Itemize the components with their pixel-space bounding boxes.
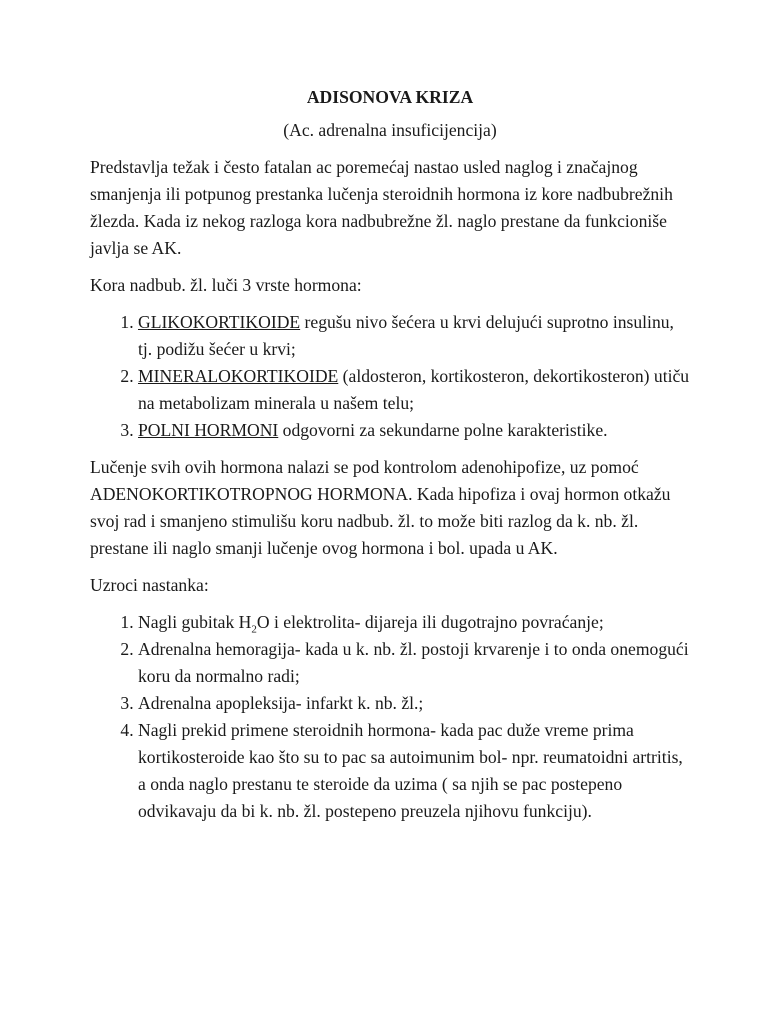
causes-heading: Uzroci nastanka: xyxy=(90,575,209,595)
document-page xyxy=(90,84,690,835)
list-item xyxy=(138,309,690,363)
hormone-term: GLIKOKORTIKOIDE xyxy=(138,312,301,332)
document-title: ADISONOVA KRIZA xyxy=(306,87,474,107)
list-item xyxy=(138,417,690,444)
hormones-list xyxy=(90,309,690,444)
hormone-term: MINERALOKORTIKOIDE xyxy=(138,366,339,386)
causes-list xyxy=(90,609,690,825)
list-item: 2. Adrenalna hemoragija- kada u k. nb. žl. postoji krvarenje i to onda onemogući koru da normalno radi; xyxy=(138,636,690,690)
list-item: 3. Adrenalna apopleksija- infarkt k. nb. žl.; xyxy=(138,690,690,717)
cause-text-start: Nagli gubitak H xyxy=(138,612,252,632)
cause-text-end: O i elektrolita- dijareja ili dugotrajno povraćanje; xyxy=(256,612,604,632)
document-subtitle: (Ac. adrenalna insuficijencija) xyxy=(283,120,497,140)
hormone-term: POLNI HORMONI xyxy=(138,420,279,440)
list-item: 4. Nagli prekid primene steroidnih hormona- kada pac duže vreme prima kortikosteroide kao što su to pac sa autoimunim bol- npr. reumatoidni artritis, a onda naglo prestanu te steroide da uzima ( sa njih se pac postepeno odvikavaju da bi k. nb. žl. postepeno preuzela njihovu funkciju). xyxy=(138,717,690,825)
intro-paragraph: Predstavlja težak i često fatalan ac poremećaj nastao usled naglog i značajnog smanjenja ili potpunog prestanka lučenja steroidnih hormona iz kore nadbubrežnih žlezda. Kada iz nekog razloga kora nadbubrežne žl. naglo prestane da funkcioniše javlja se AK. xyxy=(90,157,673,258)
hormone-description: (aldosteron, kortikosteron, dekortikosteron) utiču na metabolizam minerala u našem telu; xyxy=(138,366,690,413)
cortex-heading: Kora nadbub. žl. luči 3 vrste hormona: xyxy=(90,275,362,295)
list-item xyxy=(138,609,690,636)
control-paragraph: Lučenje svih ovih hormona nalazi se pod kontrolom adenohipofize, uz pomoć ADENOKORTIKOTROPNOG HORMONA. Kada hipofiza i ovaj hormon otkažu svoj rad i smanjeno stimulišu koru nadbub. žl. to može biti razlog da k. nb. žl. prestane ili naglo smanji lučenje ovog hormona i bol. upada u AK. xyxy=(90,457,671,558)
hormone-description: regušu nivo šećera u krvi delujući suprotno insulinu, tj. podižu šećer u krvi; xyxy=(138,312,674,359)
list-item xyxy=(138,363,690,417)
hormone-description: odgovorni za sekundarne polne karakteristike. xyxy=(278,420,608,440)
subscript: 2 xyxy=(251,623,257,636)
